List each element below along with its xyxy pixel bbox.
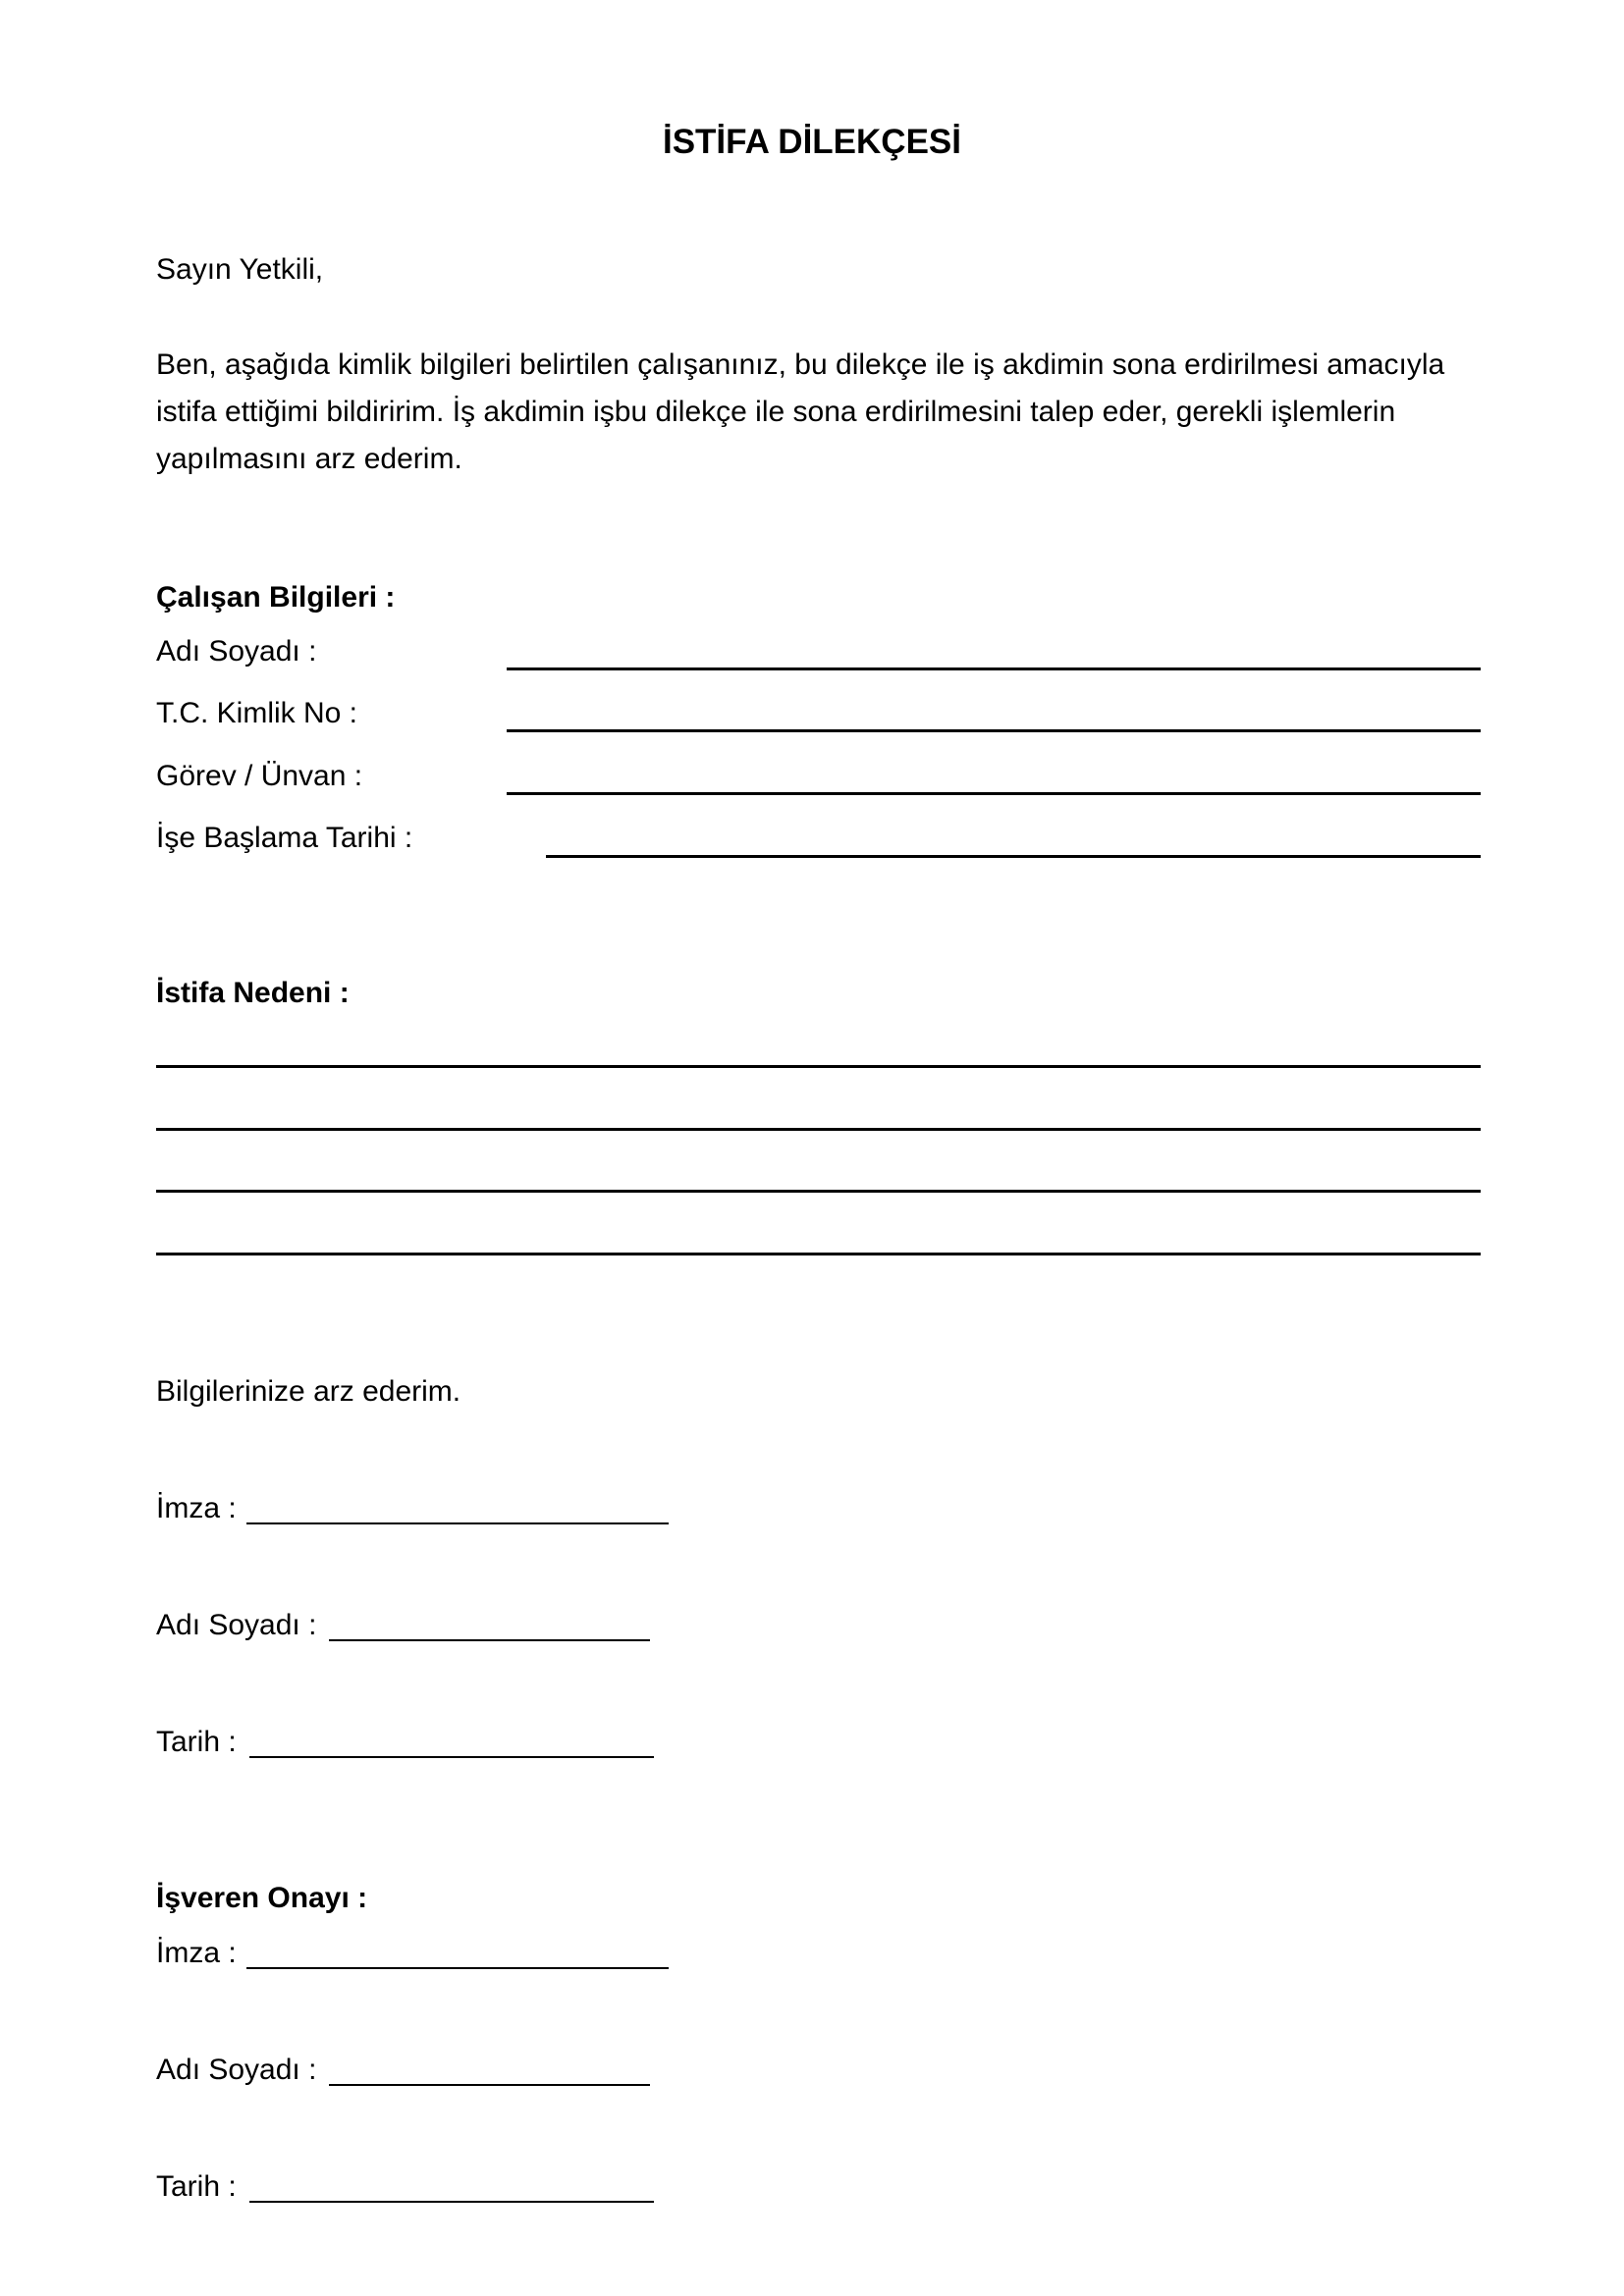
employee-title-label: Görev / Ünvan : — [156, 760, 363, 792]
employer-date-label: Tarih : — [156, 2170, 237, 2203]
employee-date-label: Tarih : — [156, 1726, 237, 1758]
employee-start-date-label: İşe Başlama Tarihi : — [156, 822, 413, 854]
employee-name-sign-label: Adı Soyadı : — [156, 1609, 317, 1641]
reason-line[interactable] — [156, 1253, 1481, 1255]
employee-date-field[interactable] — [249, 1756, 654, 1758]
employee-id-label: T.C. Kimlik No : — [156, 697, 358, 729]
employee-signature-field[interactable] — [246, 1522, 669, 1524]
employee-section-heading: Çalışan Bilgileri : — [156, 581, 396, 614]
intro-paragraph — [156, 342, 1491, 483]
employer-approval-heading: İşveren Onayı : — [156, 1882, 368, 1914]
intro-line: Ben, aşağıda kimlik bilgileri belirtilen çalışanınız, bu dilekçe ile iş akdimin sona erdirilmesi amacıyla — [156, 348, 1445, 381]
reason-line[interactable] — [156, 1190, 1481, 1193]
closing-text: Bilgilerinize arz ederim. — [156, 1375, 461, 1408]
reason-line[interactable] — [156, 1128, 1481, 1131]
employee-name-sign-field[interactable] — [329, 1639, 650, 1641]
employer-date-field[interactable] — [249, 2201, 654, 2203]
employer-name-field[interactable] — [329, 2084, 650, 2086]
employer-signature-field[interactable] — [246, 1967, 669, 1969]
reason-line[interactable] — [156, 1065, 1481, 1068]
employee-start-date-field[interactable] — [546, 855, 1481, 858]
employee-name-field[interactable] — [507, 667, 1481, 670]
greeting: Sayın Yetkili, — [156, 253, 324, 286]
employer-signature-label: İmza : — [156, 1937, 237, 1969]
employee-id-field[interactable] — [507, 729, 1481, 732]
employee-name-label: Adı Soyadı : — [156, 635, 317, 667]
page-title: İSTİFA DİLEKÇESİ — [662, 123, 961, 161]
intro-line: istifa ettiğimi bildiririm. İş akdimin işbu dilekçe ile sona erdirilmesini talep eder, gerekli işlemlerin — [156, 396, 1396, 428]
employee-title-field[interactable] — [507, 792, 1481, 795]
employer-name-label: Adı Soyadı : — [156, 2054, 317, 2086]
reason-section-heading: İstifa Nedeni : — [156, 977, 350, 1009]
employee-signature-label: İmza : — [156, 1492, 237, 1524]
intro-line: yapılmasını arz ederim. — [156, 443, 462, 475]
